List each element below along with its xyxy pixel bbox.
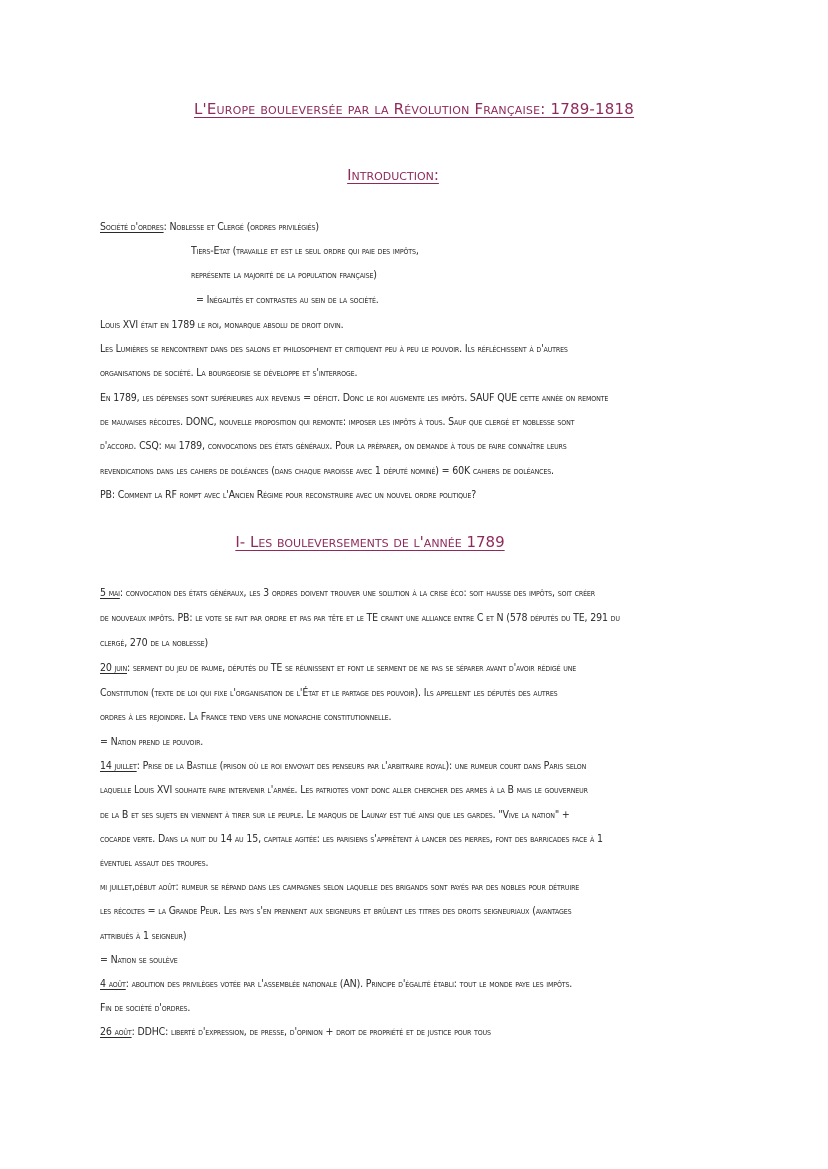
section-1-line — [100, 1001, 190, 1015]
intro-line-text: d'accord. CSQ: mai 1789, convocations des états généraux. Pour la préparer, on demande à tous de faire connaître leurs — [100, 440, 567, 452]
section-1-line — [100, 710, 391, 724]
section-1-heading: I- Les bouleversements de l'année 1789 — [235, 533, 505, 551]
section-1-line — [100, 783, 588, 797]
section-1-line-label: 4 août — [100, 978, 126, 990]
section-1-line-text: : DDHC: liberté d'expression, de presse, d'opinion + droit de propriété et de justice pour tous — [131, 1026, 491, 1038]
section-1-line — [100, 661, 576, 675]
intro-line — [100, 318, 343, 332]
section-1-line-text: attribués à 1 seigneur) — [100, 930, 187, 942]
section-1-line — [100, 1025, 491, 1039]
intro-line — [100, 391, 608, 405]
section-1-line-text: laquelle Louis XVI souhaite faire intervenir l'armée. Les patriotes vont donc aller chercher des armes à la B mais le gouverneur — [100, 784, 588, 796]
intro-line-text: organisations de société. La bourgeoisie se développe et s'interroge. — [100, 367, 358, 379]
intro-line — [196, 293, 379, 307]
section-1-line-text: ordres à les rejoindre. La France tend vers une monarchie constitutionnelle. — [100, 711, 392, 723]
section-1-line — [100, 856, 208, 870]
document-title: L'Europe bouleversée par la Révolution Française: 1789-1818 — [193, 100, 635, 118]
section-1-line-text: les récoltes = la Grande Peur. Les pays s'en prennent aux seigneurs et brûlent les titres des droits seigneuriaux (avantages — [100, 905, 572, 917]
intro-line-text: Tiers-Etat (travaille et est le seul ordre qui paie des impôts, — [191, 245, 419, 257]
section-1-line — [100, 929, 186, 943]
section-1-line-text: : Prise de la Bastille (prison où le roi envoyait des penseurs par l'arbitraire royal): une rumeur court dans Paris selon — [136, 760, 587, 772]
section-1-line — [100, 586, 595, 600]
section-1-line-text: : convocation des états généraux, les 3 ordres doivent trouver une solution à la crise éco: soit hausse des impôts, soit créer — [119, 587, 595, 599]
section-1-line-label: 20 juin — [100, 662, 127, 674]
intro-line-text: En 1789, les dépenses sont supérieures aux revenus = déficit. Donc le roi augmente les impôts. SAUF QUE cette année on remonte — [100, 392, 609, 404]
section-1-line-text: Constitution (texte de loi qui fixe l'organisation de l'État et le partage des pouvoir). Ils appellent les députés des autres — [100, 687, 558, 699]
section-1-line-text: = Nation prend le pouvoir. — [100, 736, 204, 748]
section-1-line — [100, 636, 208, 650]
section-1-line-text: mi juillet,début août: rumeur se répand dans les campagnes selon laquelle des brigands sont payés par des nobles pour détruire — [100, 881, 580, 893]
section-1-line-label: 5 mai — [100, 587, 120, 599]
intro-line — [100, 342, 568, 356]
intro-line — [100, 439, 567, 453]
intro-line-text: de mauvaises récoltes. DONC, nouvelle proposition qui remonte: imposer les impôts à tous. Sauf que clergé et noblesse sont — [100, 416, 575, 428]
section-1-line-text: clergé, 270 de la noblesse) — [100, 637, 209, 649]
section-1-line-text: : abolition des privilèges votée par l'assemblée nationale (AN). Principe d'égalité établi: tout le monde paye les impôts. — [125, 978, 573, 990]
intro-line-text: : Noblesse et Clergé (ordres privilégiés) — [163, 221, 319, 233]
intro-line-text: Louis XVI était en 1789 le roi, monarque absolu de droit divin. — [100, 319, 344, 331]
section-1-line-text: cocarde verte. Dans la nuit du 14 au 15, capitale agitée: les parisiens s'apprêtent à lancer des pierres, font des barricades face à 1 — [100, 833, 603, 845]
section-1-line-text: de nouveaux impôts. PB: le vote se fait par ordre et pas par tête et le TE craint une alliance entre C et N (578 députés du TE, 291 du — [100, 612, 620, 624]
section-1-line — [100, 735, 203, 749]
intro-line — [191, 268, 377, 282]
section-1-line-text: de la B et ses sujets en viennent à tirer sur le peuple. Le marquis de Launay est tué ainsi que les gardes. "Vive la nation" + — [100, 809, 570, 821]
section-1-line-text: = Nation se soulève — [100, 954, 178, 966]
section-1-line — [100, 953, 178, 967]
section-1-line-text: éventuel assaut des troupes. — [100, 857, 209, 869]
intro-line — [100, 464, 554, 478]
section-1-line — [100, 759, 586, 773]
intro-line-text: PB: Comment la RF rompt avec l'Ancien Régime pour reconstruire avec un nouvel ordre politique? — [100, 489, 477, 501]
section-1-line-label: 26 août — [100, 1026, 132, 1038]
intro-line — [100, 366, 357, 380]
intro-line-text: Les Lumières se rencontrent dans des salons et philosophient et critiquent peu à peu le pouvoir. Ils réfléchissent à d'autres — [100, 343, 568, 355]
intro-line — [100, 415, 574, 429]
intro-line — [100, 488, 476, 502]
intro-line-text: = Inégalités et contrastes au sein de la société. — [196, 294, 379, 306]
section-1-line — [100, 904, 571, 918]
intro-line-text: représente la majorité de la population française) — [191, 269, 377, 281]
section-1-line-label: 14 juillet — [100, 760, 137, 772]
intro-line — [191, 244, 419, 258]
introduction-heading: Introduction: — [347, 166, 439, 184]
section-1-line-text: Fin de société d'ordres. — [100, 1002, 191, 1014]
section-1-line — [100, 880, 579, 894]
section-1-line — [100, 977, 572, 991]
intro-line — [100, 220, 319, 234]
intro-line-text: revendications dans les cahiers de doléances (dans chaque paroisse avec 1 député nominé) = 60K cahiers de doléances. — [100, 465, 554, 477]
section-1-line — [100, 808, 570, 822]
section-1-line — [100, 686, 558, 700]
section-1-line — [100, 611, 620, 625]
section-1-line — [100, 832, 603, 846]
section-1-line-text: : serment du jeu de paume, députés du TE se réunissent et font le serment de ne pas se séparer avant d'avoir rédigé une — [127, 662, 577, 674]
intro-line-label: Société d'ordres — [100, 221, 164, 233]
